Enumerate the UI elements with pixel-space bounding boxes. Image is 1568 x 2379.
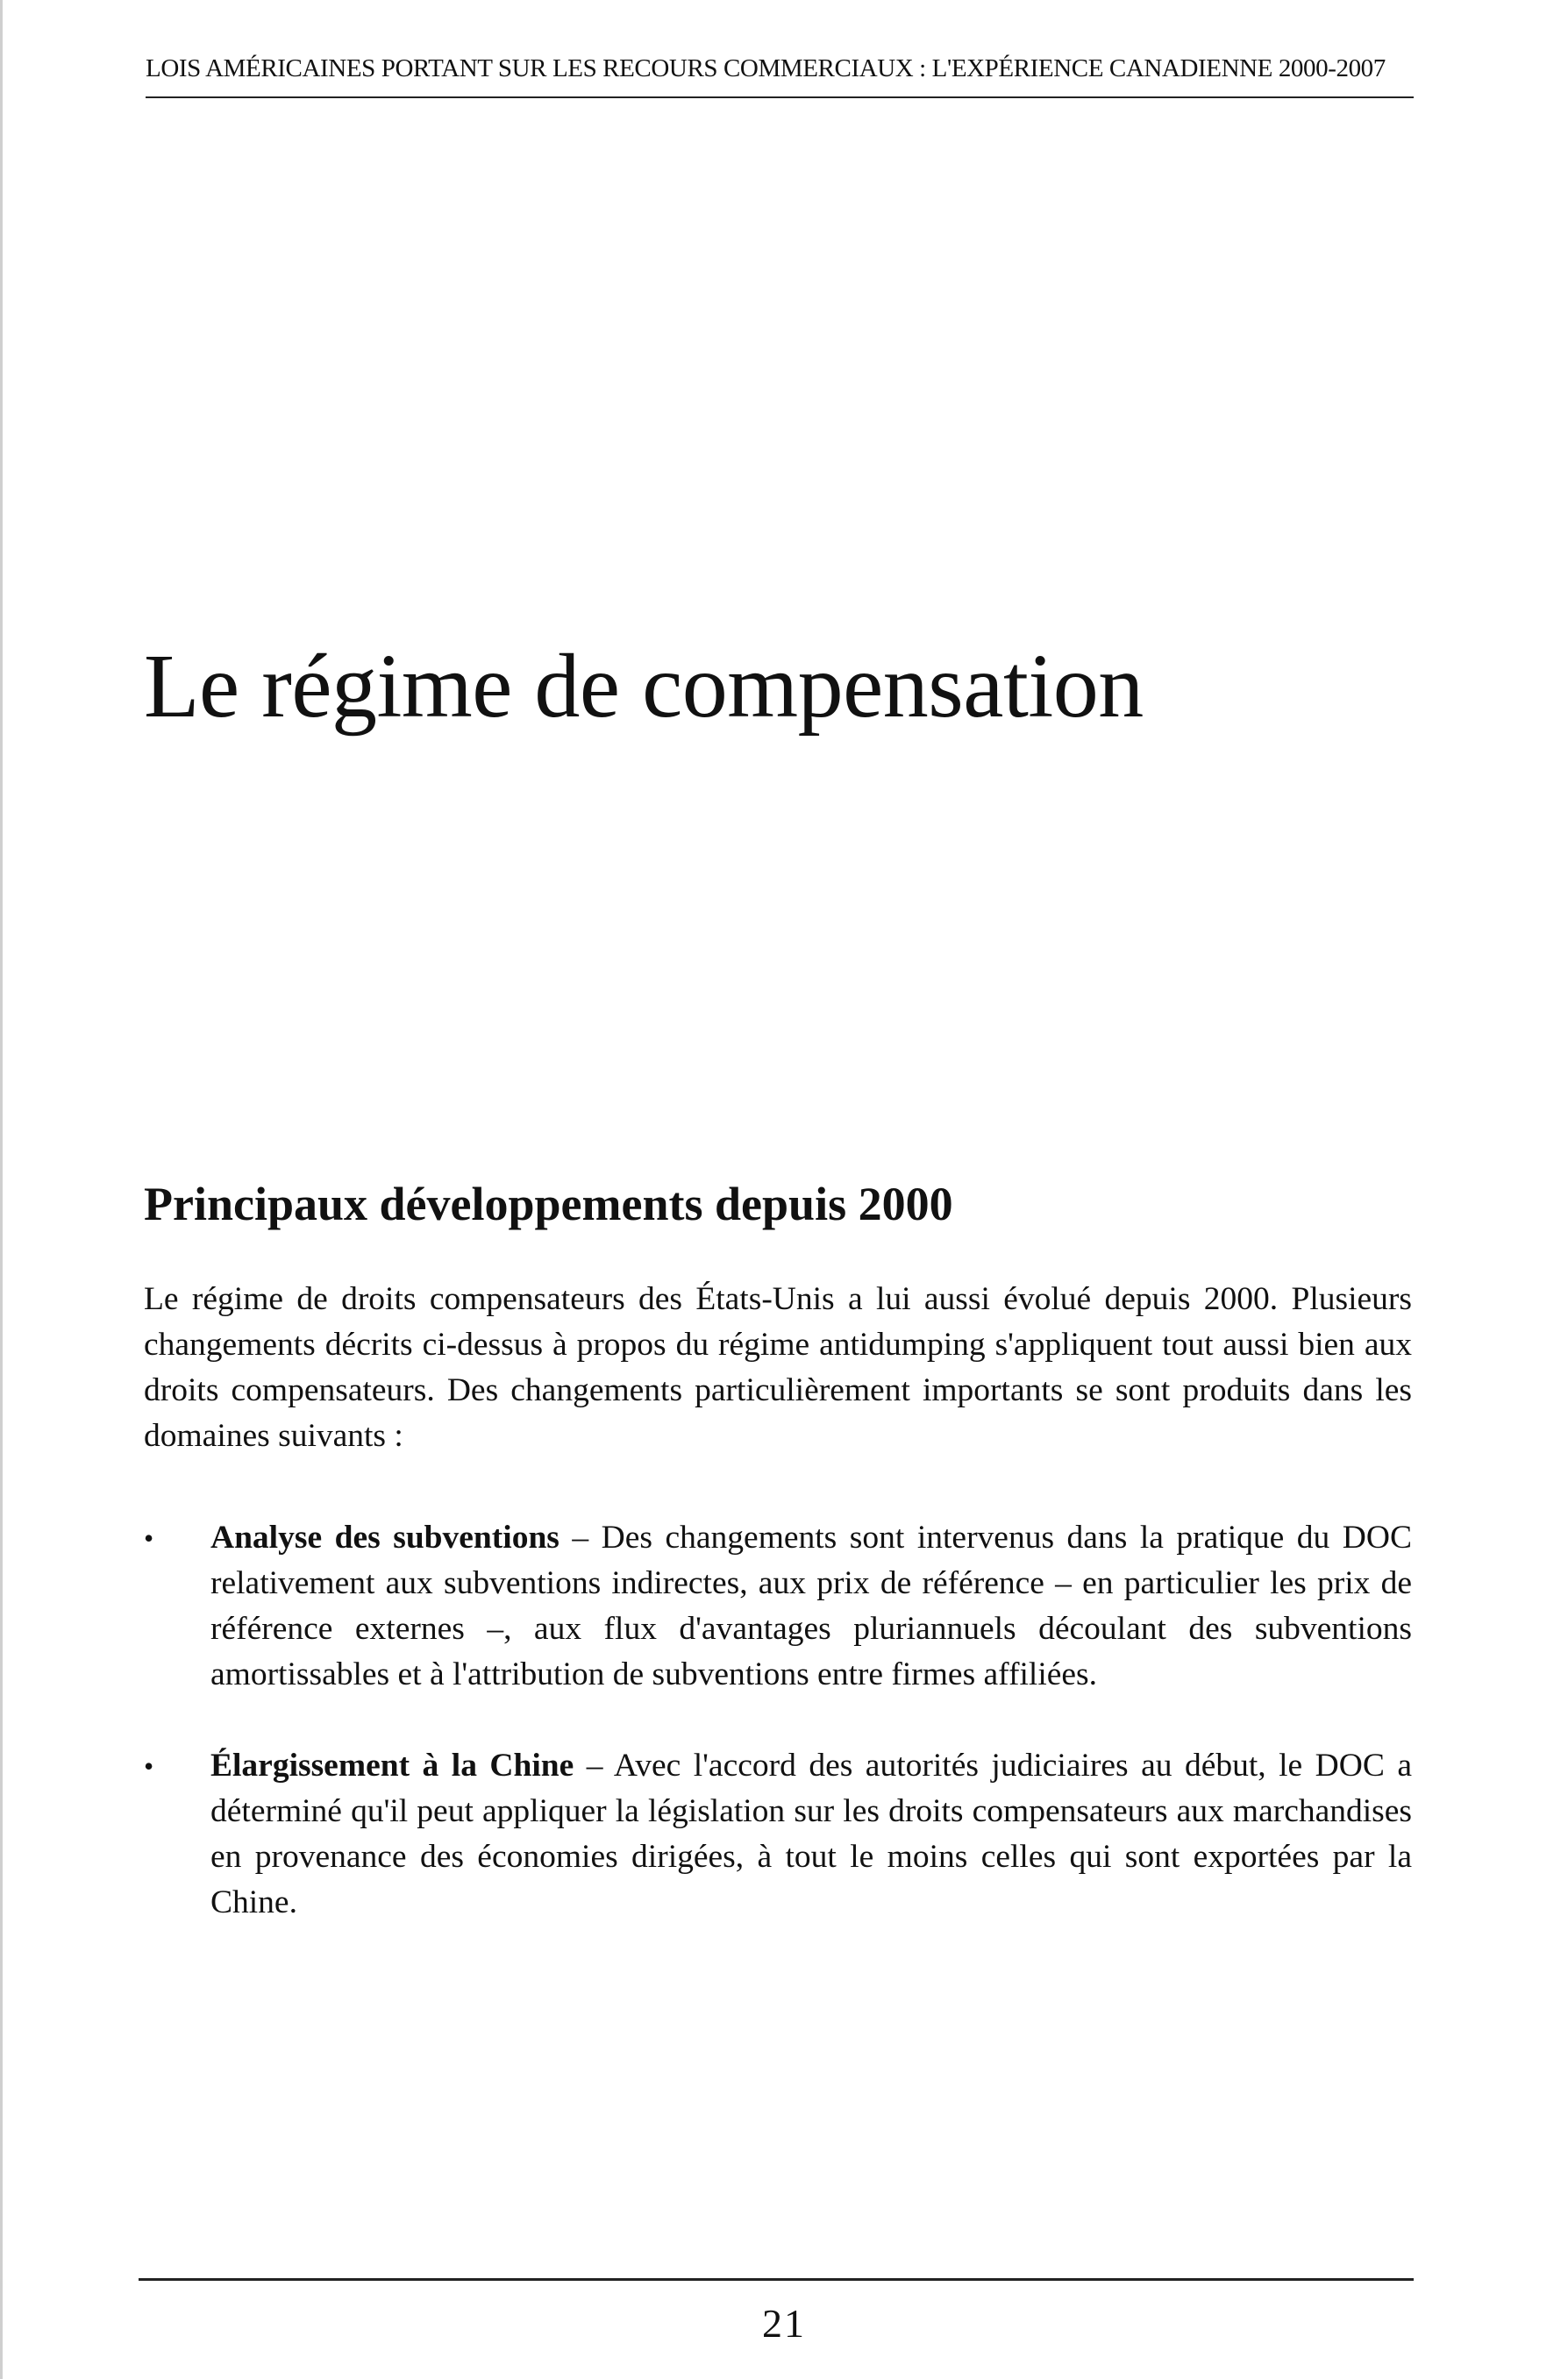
section-heading: Principaux développements depuis 2000 [144,1178,953,1230]
section-body [144,1277,1412,1971]
page-number: 21 [762,2301,806,2346]
bullet-list [144,1515,1412,1926]
list-item [144,1515,1412,1698]
bullet-term: Analyse des subventions [210,1520,559,1556]
bullet-term: Élargissement à la Chine [210,1748,574,1784]
bullet-marker: • [144,1522,154,1554]
bullet-text: – Avec l'accord des autorités judiciaires au début, le DOC a déterminé qu'il peut appliquer la législation sur les droits compensateurs aux marchandises en provenance des économies dirigées, à tout le moins celles qui sont exportées par la Chine. [210,1748,1412,1920]
list-item [144,1743,1412,1926]
bullet-marker: • [144,1750,154,1782]
bullet-text: – Des changements sont intervenus dans la pratique du DOC relativement aux subventions indirectes, aux prix de référence – en particulier les prix de référence externes –, aux flux d'avantages pluriannuels découlant des subventions amortissables et à l'attribution de subventions entre firmes affiliées. [210,1520,1412,1692]
intro-paragraph: Le régime de droits compensateurs des États-Unis a lui aussi évolué depuis 2000. Plusieurs changements décrits ci-dessus à propos du régime antidumping s'appliquent tout aussi bien aux droits compensateurs. Des changements particulièrement importants se sont produits dans les domaines suivants : [144,1281,1412,1454]
scan-edge [0,0,3,2379]
header-rule [146,96,1414,98]
chapter-title: Le régime de compensation [144,636,1144,737]
running-header: LOIS AMÉRICAINES PORTANT SUR LES RECOURS COMMERCIAUX : L'EXPÉRIENCE CANADIENNE 2000-2007 [146,54,1386,82]
footer-rule [139,2278,1414,2281]
